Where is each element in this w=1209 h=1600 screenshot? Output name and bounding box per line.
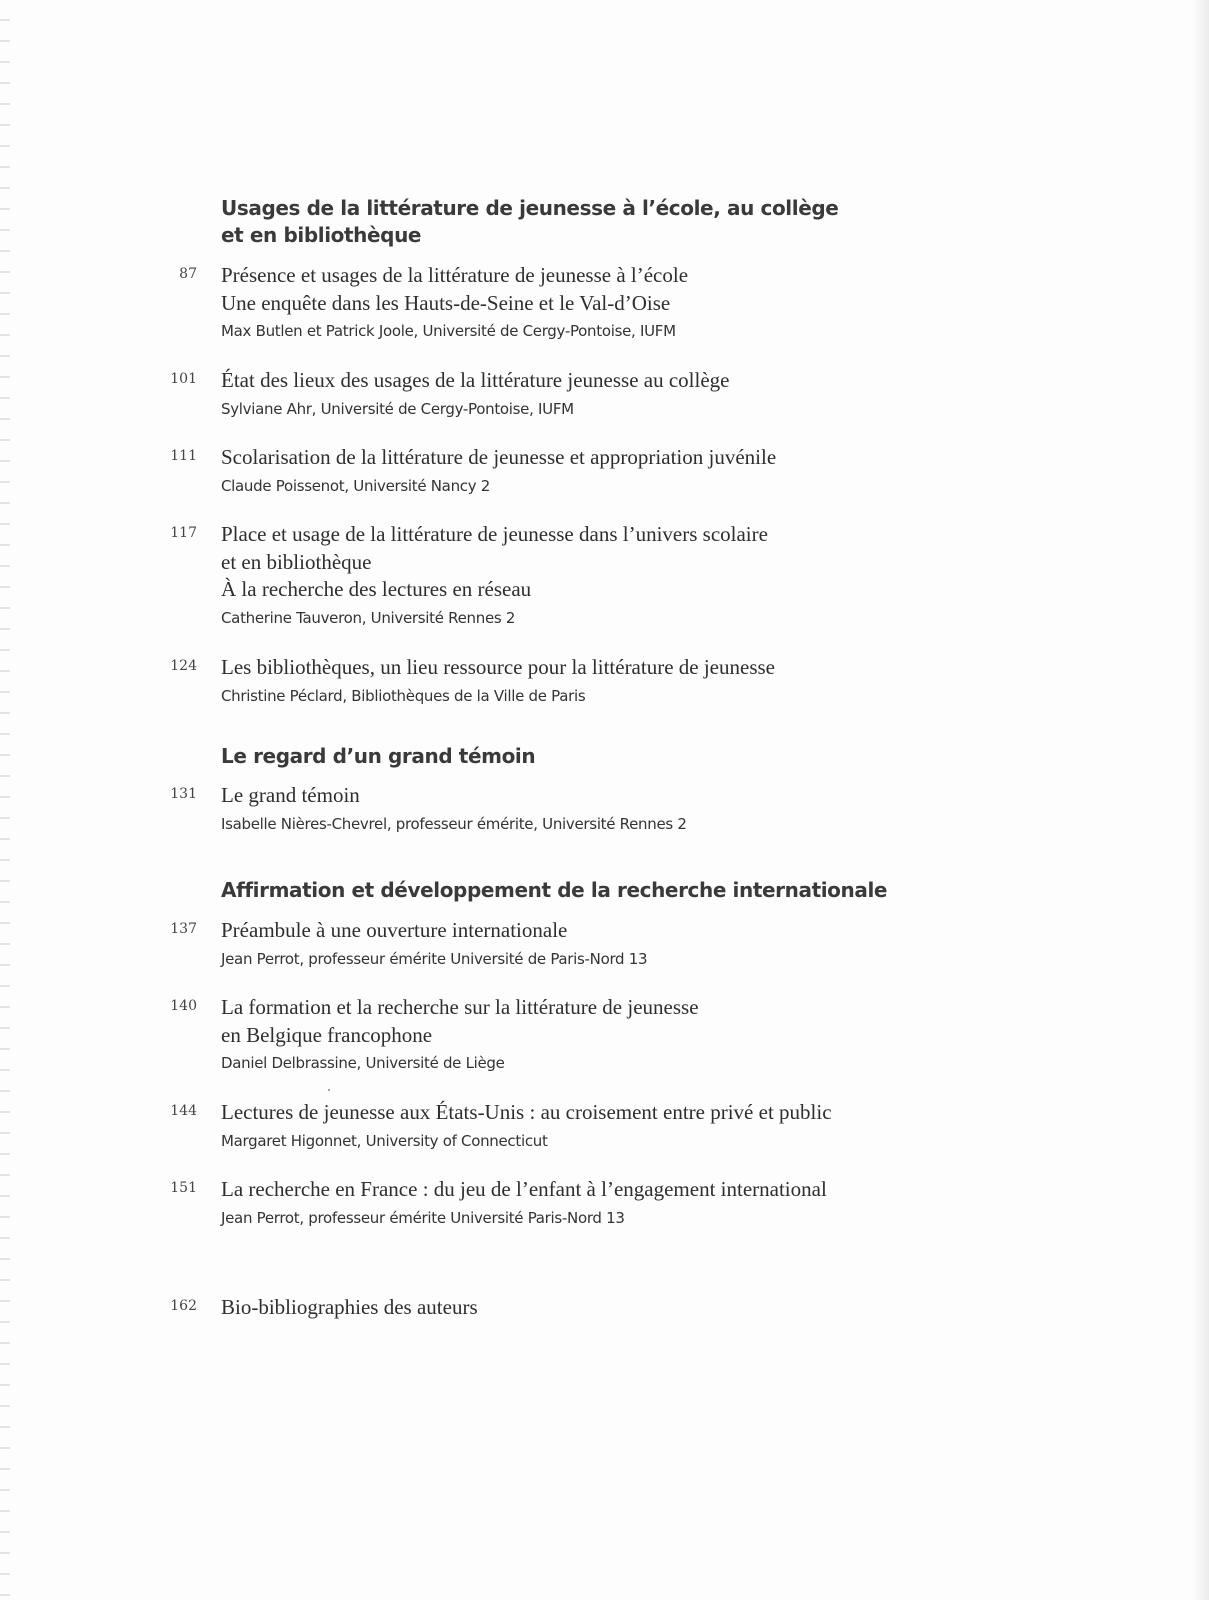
entry-title-line: et en bibliothèque	[221, 549, 372, 574]
entry-page-number: 137	[170, 921, 197, 937]
entry-page-number: 140	[170, 998, 197, 1014]
entry-title-line: Lectures de jeunesse aux États-Unis : au croisement entre privé et public	[221, 1100, 832, 1124]
entry-title-line: Place et usage de la littérature de jeunesse dans l’univers scolaire	[221, 522, 768, 546]
entry-title-line: Le grand témoin	[221, 783, 360, 807]
section-heading-usages	[221, 195, 941, 249]
entry-author: Daniel Delbrassine, Université de Liège	[221, 1054, 505, 1072]
scan-edge-right	[1191, 0, 1209, 1600]
entry-page-number: 131	[170, 786, 197, 802]
entry-subtitle-line: À la recherche des lectures en réseau	[221, 577, 532, 601]
entry-author: Max Butlen et Patrick Joole, Université de Cergy-Pontoise, IUFM	[221, 322, 676, 340]
entry-page-number: 87	[179, 266, 197, 282]
entry-title-line: Préambule à une ouverture internationale	[221, 918, 568, 942]
entry-page-number: 144	[170, 1103, 197, 1119]
entry-author: Claude Poissenot, Université Nancy 2	[221, 476, 491, 495]
entry-title-line: Présence et usages de la littérature de jeunesse à l’école	[221, 263, 689, 287]
scan-speck	[328, 1089, 330, 1091]
entry-author: Isabelle Nières-Chevrel, professeur émérite, Université Rennes 2	[221, 814, 687, 833]
heading-line: et en bibliothèque	[221, 223, 422, 247]
entry-subtitle-line: Une enquête dans les Hauts-de-Seine et le Val-d’Oise	[221, 290, 671, 315]
entry-author: Jean Perrot, professeur émérite Université Paris-Nord 13	[221, 1208, 625, 1227]
entry-page-number: 111	[170, 448, 197, 464]
entry-author: Jean Perrot, professeur émérite Université de Paris-Nord 13	[221, 949, 648, 968]
entry-page-number: 117	[170, 525, 197, 541]
entry-title-line: La formation et la recherche sur la littérature de jeunesse	[221, 995, 699, 1019]
entry-title-line: Scolarisation de la littérature de jeunesse et appropriation juvénile	[221, 445, 777, 469]
heading-line: Usages de la littérature de jeunesse à l’école, au collège	[221, 196, 839, 220]
entry-title-line: Les bibliothèques, un lieu ressource pour la littérature de jeunesse	[221, 655, 775, 679]
scan-edge-left	[0, 0, 10, 1600]
heading-line: Le regard d’un grand témoin	[221, 744, 536, 768]
entry-page-number: 162	[170, 1298, 197, 1314]
entry-author: Sylviane Ahr, Université de Cergy-Pontoise, IUFM	[221, 399, 574, 418]
entry-author: Margaret Higonnet, University of Connecticut	[221, 1131, 548, 1150]
entry-page-number: 101	[170, 371, 197, 387]
entry-author: Christine Péclard, Bibliothèques de la Ville de Paris	[221, 686, 586, 705]
entry-title-line: Bio-bibliographies des auteurs	[221, 1295, 478, 1319]
entry-page-number: 151	[170, 1180, 197, 1196]
entry-title-line: en Belgique francophone	[221, 1022, 433, 1047]
entry-page-number: 124	[170, 658, 197, 674]
entry-title-line: La recherche en France : du jeu de l’enfant à l’engagement international	[221, 1177, 827, 1201]
section-heading-grand-temoin	[221, 743, 941, 770]
heading-line: Affirmation et développement de la recherche internationale	[221, 878, 888, 902]
entry-title-line: État des lieux des usages de la littérature jeunesse au collège	[221, 368, 730, 392]
section-heading-recherche-internationale	[221, 877, 941, 904]
entry-author: Catherine Tauveron, Université Rennes 2	[221, 608, 516, 627]
